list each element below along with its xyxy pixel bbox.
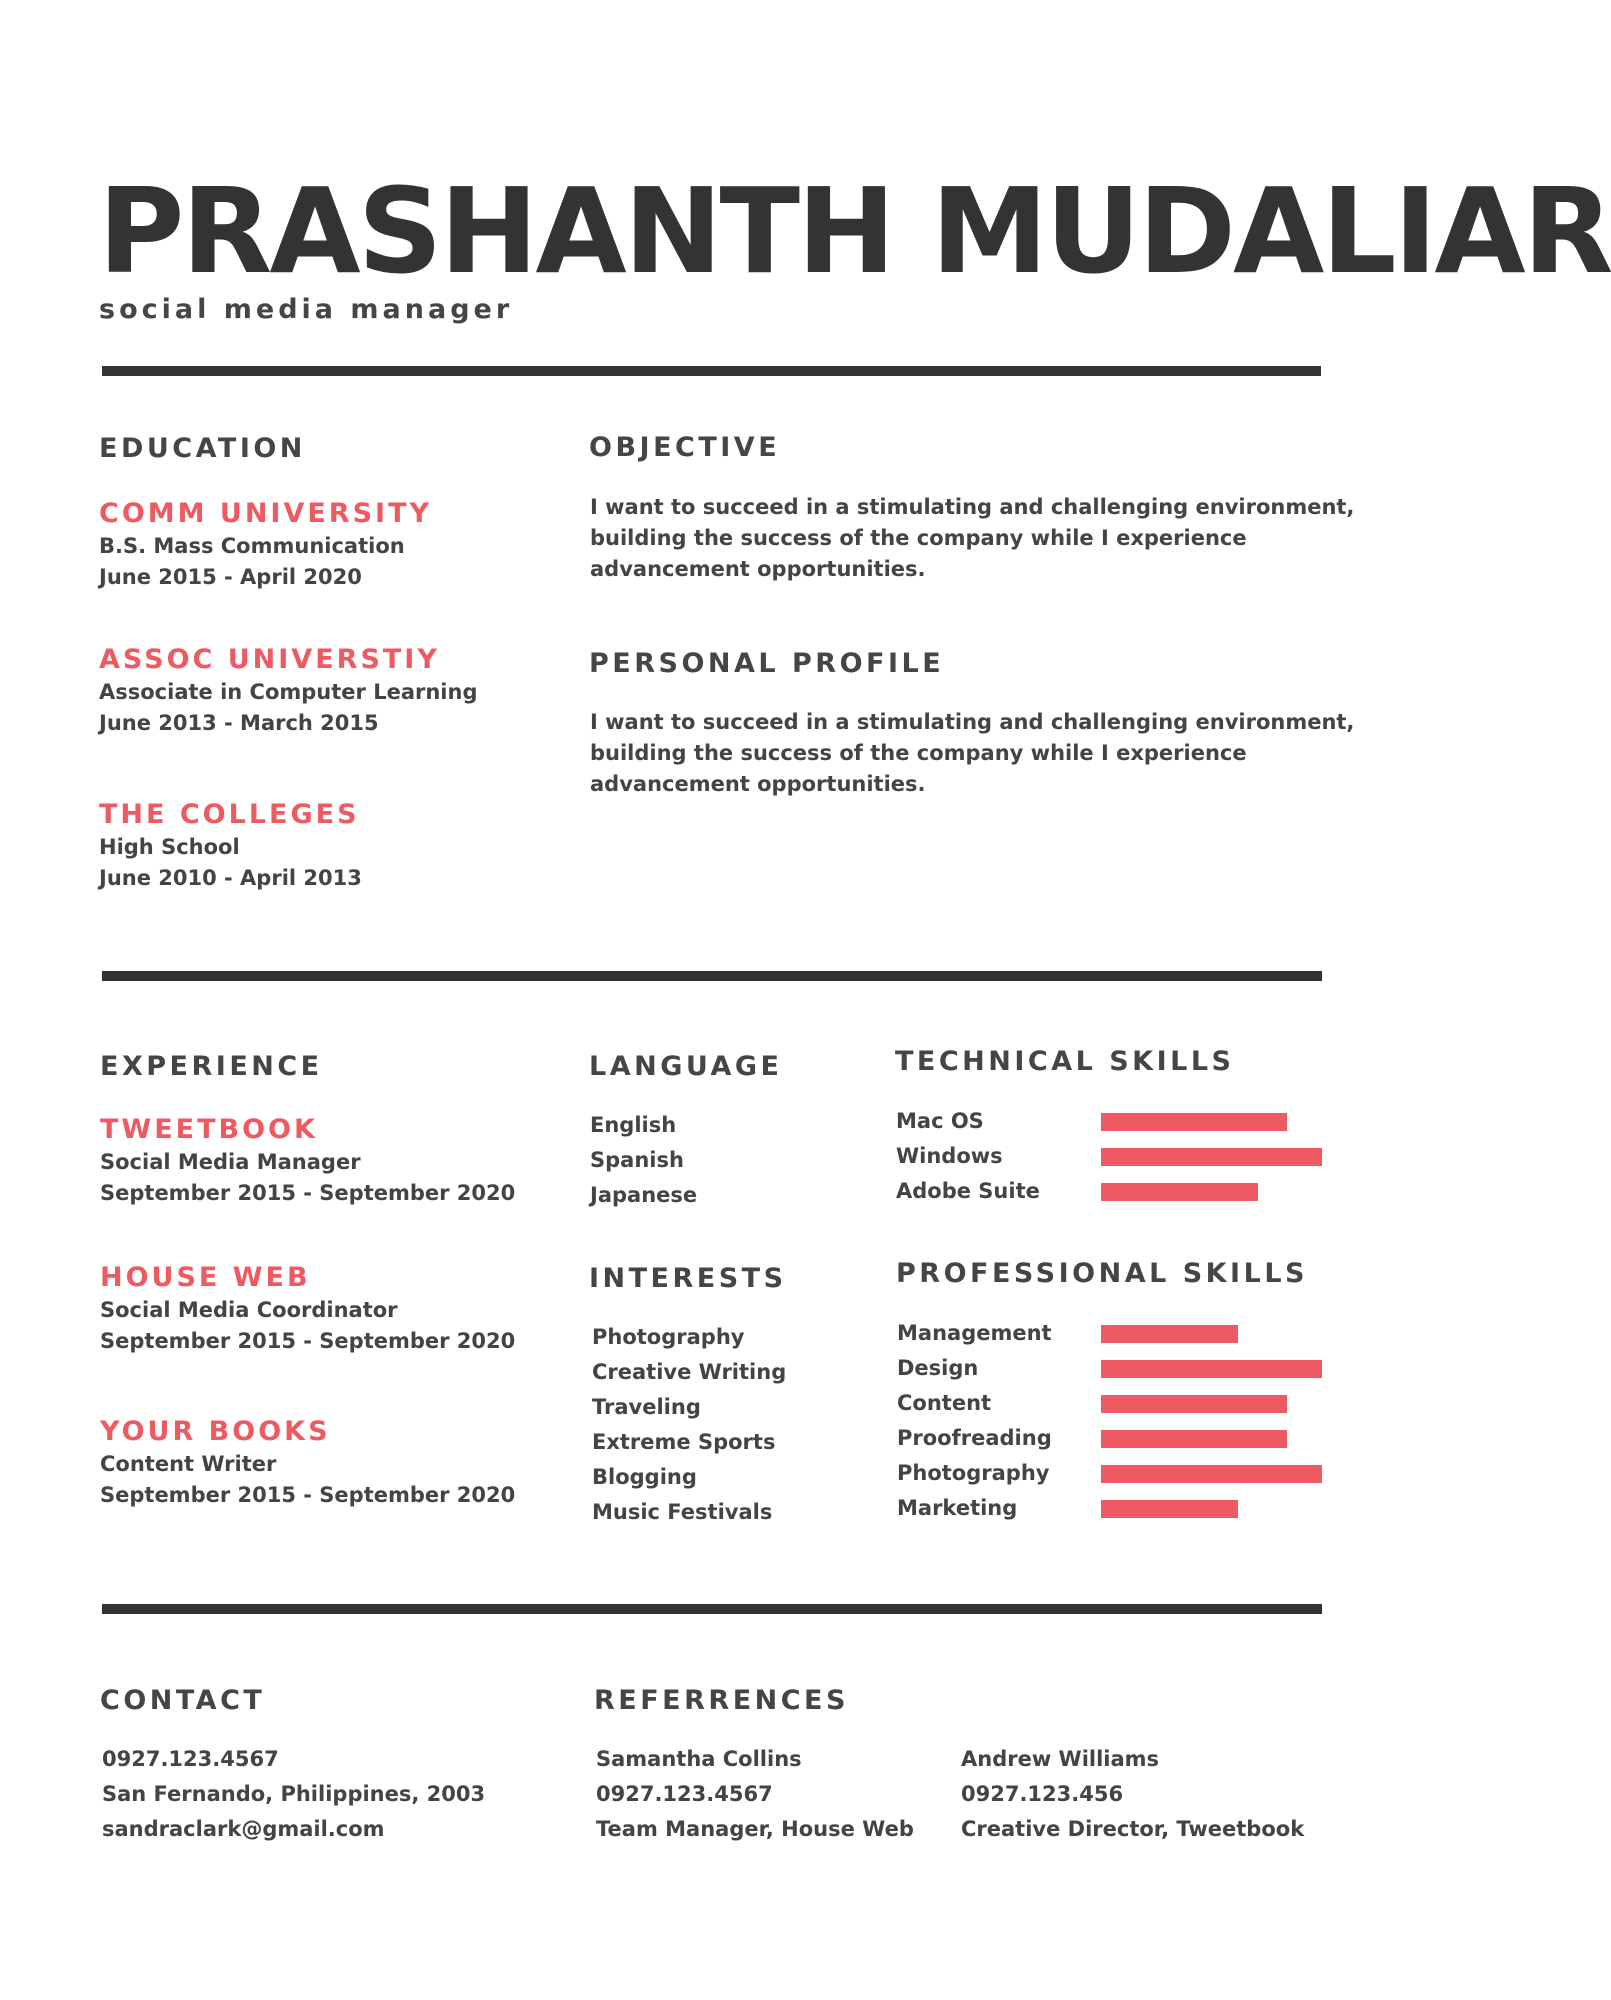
contact-heading: CONTACT xyxy=(100,1685,266,1716)
contact-email: sandraclark@gmail.com xyxy=(102,1817,385,1841)
reference-role: Creative Director, Tweetbook xyxy=(961,1817,1305,1841)
school-name: COMM UNIVERSITY xyxy=(99,498,433,529)
degree: B.S. Mass Communication xyxy=(99,534,405,558)
skill-bar-fill xyxy=(1101,1113,1287,1131)
contact-section xyxy=(100,1684,265,1718)
technical-skills-section xyxy=(895,1045,1235,1079)
candidate-role: social media manager xyxy=(99,294,514,325)
skill-bar xyxy=(1101,1395,1322,1413)
interests-list xyxy=(592,1320,786,1530)
language-heading: LANGUAGE xyxy=(589,1051,783,1082)
skill-bar xyxy=(1101,1148,1322,1166)
education-heading: EDUCATION xyxy=(99,433,306,464)
objective-line: advancement opportunities. xyxy=(590,557,926,581)
skill-bar-fill xyxy=(1101,1360,1322,1378)
skill-bar-fill xyxy=(1101,1395,1287,1413)
skill-row xyxy=(896,1139,1331,1174)
school-name: THE COLLEGES xyxy=(99,799,360,830)
language-item: Japanese xyxy=(590,1183,698,1207)
skill-bar xyxy=(1101,1465,1322,1483)
reference-role: Team Manager, House Web xyxy=(596,1817,914,1841)
technical-skills-list xyxy=(896,1104,1331,1209)
interests-section xyxy=(589,1262,787,1296)
reference-phone: 0927.123.456 xyxy=(961,1782,1124,1806)
skill-bar-fill xyxy=(1101,1148,1322,1166)
contact-phone: 0927.123.4567 xyxy=(102,1747,279,1771)
degree: Associate in Computer Learning xyxy=(99,680,478,704)
skill-bar-fill xyxy=(1101,1325,1238,1343)
personal-profile-heading: PERSONAL PROFILE xyxy=(589,648,945,679)
skill-row xyxy=(896,1174,1331,1209)
education-entry xyxy=(99,798,362,894)
skill-label: Design xyxy=(897,1356,979,1380)
skill-label: Proofreading xyxy=(897,1426,1052,1450)
job-title: Social Media Manager xyxy=(100,1150,361,1174)
skill-row xyxy=(897,1491,1332,1526)
objective-line: building the success of the company while I experience xyxy=(590,526,1247,550)
company-name: TWEETBOOK xyxy=(100,1114,318,1145)
dates: June 2015 - April 2020 xyxy=(99,565,362,589)
profile-line: building the success of the company while I experience xyxy=(590,741,1247,765)
skill-row xyxy=(897,1351,1332,1386)
company-name: YOUR BOOKS xyxy=(100,1416,331,1447)
reference-name: Samantha Collins xyxy=(596,1747,802,1771)
divider-middle xyxy=(102,971,1322,981)
company-name: HOUSE WEB xyxy=(100,1262,311,1293)
skill-label: Adobe Suite xyxy=(896,1179,1040,1203)
experience-section xyxy=(100,1050,323,1084)
references-section xyxy=(594,1684,849,1718)
skill-bar xyxy=(1101,1113,1322,1131)
contact-details xyxy=(102,1742,485,1847)
skill-row xyxy=(896,1104,1331,1139)
technical-skills-heading: TECHNICAL SKILLS xyxy=(895,1046,1235,1077)
skill-bar xyxy=(1101,1360,1322,1378)
reference-phone: 0927.123.4567 xyxy=(596,1782,773,1806)
education-section xyxy=(99,432,306,466)
reference-entry xyxy=(961,1742,1304,1847)
skill-bar-fill xyxy=(1101,1430,1287,1448)
dates: June 2010 - April 2013 xyxy=(99,866,362,890)
interest-item: Extreme Sports xyxy=(592,1430,776,1454)
contact-address: San Fernando, Philippines, 2003 xyxy=(102,1782,486,1806)
reference-name: Andrew Williams xyxy=(961,1747,1160,1771)
dates: September 2015 - September 2020 xyxy=(100,1483,516,1507)
divider-top xyxy=(102,366,1321,376)
personal-profile-text xyxy=(590,707,1354,800)
interest-item: Traveling xyxy=(592,1395,701,1419)
reference-entry xyxy=(596,1742,914,1847)
candidate-name: PRASHANTH MUDALIAR xyxy=(98,162,1611,300)
skill-label: Content xyxy=(897,1391,992,1415)
professional-skills-heading: PROFESSIONAL SKILLS xyxy=(896,1258,1308,1289)
language-section xyxy=(589,1050,782,1084)
skill-row xyxy=(897,1316,1332,1351)
language-item: Spanish xyxy=(590,1148,684,1172)
skill-bar-fill xyxy=(1101,1183,1258,1201)
experience-heading: EXPERIENCE xyxy=(100,1051,323,1082)
job-title: Social Media Coordinator xyxy=(100,1298,398,1322)
skill-bar xyxy=(1101,1500,1322,1518)
skill-bar xyxy=(1101,1430,1322,1448)
personal-profile-section xyxy=(589,647,944,681)
profile-line: I want to succeed in a stimulating and challenging environment, xyxy=(590,710,1355,734)
job-title: Content Writer xyxy=(100,1452,277,1476)
dates: September 2015 - September 2020 xyxy=(100,1181,516,1205)
experience-entry xyxy=(100,1415,515,1511)
skill-bar-fill xyxy=(1101,1465,1322,1483)
skill-label: Windows xyxy=(896,1144,1003,1168)
skill-bar xyxy=(1101,1183,1322,1201)
language-item: English xyxy=(590,1113,677,1137)
skill-row xyxy=(897,1421,1332,1456)
education-entry xyxy=(99,643,477,739)
professional-skills-list xyxy=(897,1316,1332,1526)
skill-label: Mac OS xyxy=(896,1109,984,1133)
skill-row xyxy=(897,1386,1332,1421)
skill-label: Marketing xyxy=(897,1496,1018,1520)
language-list xyxy=(590,1108,697,1213)
divider-bottom xyxy=(102,1604,1322,1614)
interest-item: Blogging xyxy=(592,1465,697,1489)
dates: June 2013 - March 2015 xyxy=(99,711,379,735)
interest-item: Creative Writing xyxy=(592,1360,787,1384)
skill-bar-fill xyxy=(1101,1500,1238,1518)
interest-item: Photography xyxy=(592,1325,745,1349)
profile-line: advancement opportunities. xyxy=(590,772,926,796)
objective-line: I want to succeed in a stimulating and challenging environment, xyxy=(590,495,1355,519)
dates: September 2015 - September 2020 xyxy=(100,1329,516,1353)
interests-heading: INTERESTS xyxy=(589,1263,787,1294)
skill-bar xyxy=(1101,1325,1322,1343)
objective-section xyxy=(589,431,780,465)
objective-text xyxy=(590,492,1354,585)
school-name: ASSOC UNIVERSTIY xyxy=(99,644,440,675)
experience-entry xyxy=(100,1113,515,1209)
education-entry xyxy=(99,497,432,593)
skill-label: Management xyxy=(897,1321,1052,1345)
experience-entry xyxy=(100,1261,515,1357)
skill-label: Photography xyxy=(897,1461,1050,1485)
skill-row xyxy=(897,1456,1332,1491)
degree: High School xyxy=(99,835,240,859)
references-heading: REFERRENCES xyxy=(594,1685,849,1716)
objective-heading: OBJECTIVE xyxy=(589,432,781,463)
interest-item: Music Festivals xyxy=(592,1500,773,1524)
professional-skills-section xyxy=(896,1257,1308,1291)
